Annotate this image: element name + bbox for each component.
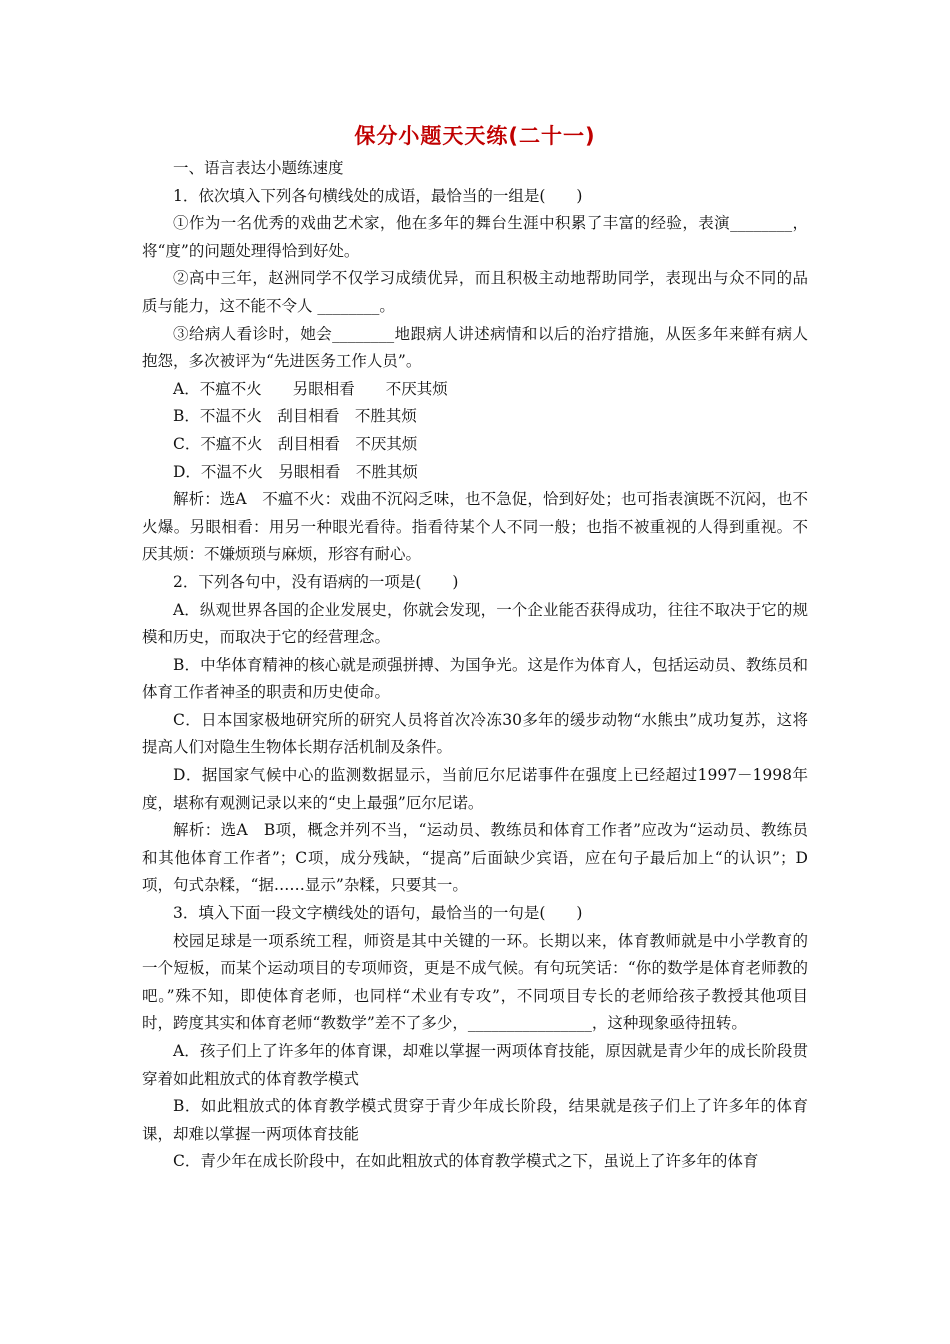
question-1-stem: 1．依次填入下列各句横线处的成语，最恰当的一组是( ) [173,186,583,205]
question-3-option-b: B．如此粗放式的体育教学模式贯穿于青少年成长阶段，结果就是孩子们上了许多年的体育课，却难以掌握一两项体育技能 [142,1097,808,1143]
question-3-stem: 3．填入下面一段文字横线处的语句，最恰当的一句是( ) [173,904,583,923]
question-1-sentence-1: ①作为一名优秀的戏曲艺术家，他在多年的舞台生涯中积累了丰富的经验，表演________，将“度”的问题处理得恰到好处。 [142,214,808,260]
question-1-option-a: A．不瘟不火 另眼相看 不厌其烦 [173,379,448,398]
document-body [142,155,808,1176]
question-1-sentence-3: ③给病人看诊时，她会________地跟病人讲述病情和以后的治疗措施，从医多年来鲜有病人抱怨，多次被评为“先进医务工作人员”。 [142,324,808,371]
question-1-sentence-2: ②高中三年，赵洲同学不仅学习成绩优异，而且积极主动地帮助同学，表现出与众不同的品质与能力，这不能不令人 ________。 [142,269,808,315]
question-2-analysis: 解析：选A B项，概念并列不当，“运动员、教练员和体育工作者”应改为“运动员、教练员和其他体育工作者”；C项，成分残缺，“提高”后面缺少宾语，应在句子最后加上“的认识”；D项，句式杂糅，“据……显示”杂糅，只要其一。 [142,821,808,895]
question-1-option-d: D．不温不火 另眼相看 不胜其烦 [173,462,418,481]
question-3-option-a: A．孩子们上了许多年的体育课，却难以掌握一两项体育技能，原因就是青少年的成长阶段贯穿着如此粗放式的体育教学模式 [142,1042,808,1088]
question-2-option-b: B．中华体育精神的核心就是顽强拼搏、为国争光。这是作为体育人，包括运动员、教练员和体育工作者神圣的职责和历史使命。 [142,655,808,702]
question-3-passage: 校园足球是一项系统工程，师资是其中关键的一环。长期以来，体育教师就是中小学教育的一个短板，而某个运动项目的专项师资，更是不成气候。有句玩笑话：“你的数学是体育老师教的吧。”殊不知，即使体育老师，也同样“术业有专攻”，不同项目专长的老师给孩子教授其他项目时，跨度其实和体育老师“教数学”差不了多少，________________，这种现象亟待扭转。 [142,931,808,1033]
question-2-option-d: D．据国家气候中心的监测数据显示，当前厄尔尼诺事件在强度上已经超过1997－1998年度，堪称有观测记录以来的“史上最强”厄尔尼诺。 [142,766,808,812]
question-1-option-c: C．不瘟不火 刮目相看 不厌其烦 [173,434,418,453]
question-2-option-a: A．纵观世界各国的企业发展史，你就会发现，一个企业能否获得成功，往往不取决于它的规模和历史，而取决于它的经营理念。 [142,600,808,647]
question-2-stem: 2．下列各句中，没有语病的一项是( ) [173,572,459,591]
page-title: 保分小题天天练(二十一) [354,124,596,148]
section-heading: 一、语言表达小题练速度 [173,159,344,177]
question-1-option-b: B．不温不火 刮目相看 不胜其烦 [173,407,417,426]
question-2-option-c: C．日本国家极地研究所的研究人员将首次冷冻30多年的缓步动物“水熊虫”成功复苏，这将提高人们对隐生生物体长期存活机制及条件。 [142,710,808,757]
question-1-analysis: 解析：选A 不瘟不火：戏曲不沉闷乏味，也不急促，恰到好处；也可指表演既不沉闷，也不火爆。另眼相看：用另一种眼光看待。指看待某个人不同一般；也指不被重视的人得到重视。不厌其烦：不嫌烦琐与麻烦，形容有耐心。 [142,490,808,564]
question-3-option-c: C．青少年在成长阶段中，在如此粗放式的体育教学模式之下，虽说上了许多年的体育 [173,1152,759,1171]
